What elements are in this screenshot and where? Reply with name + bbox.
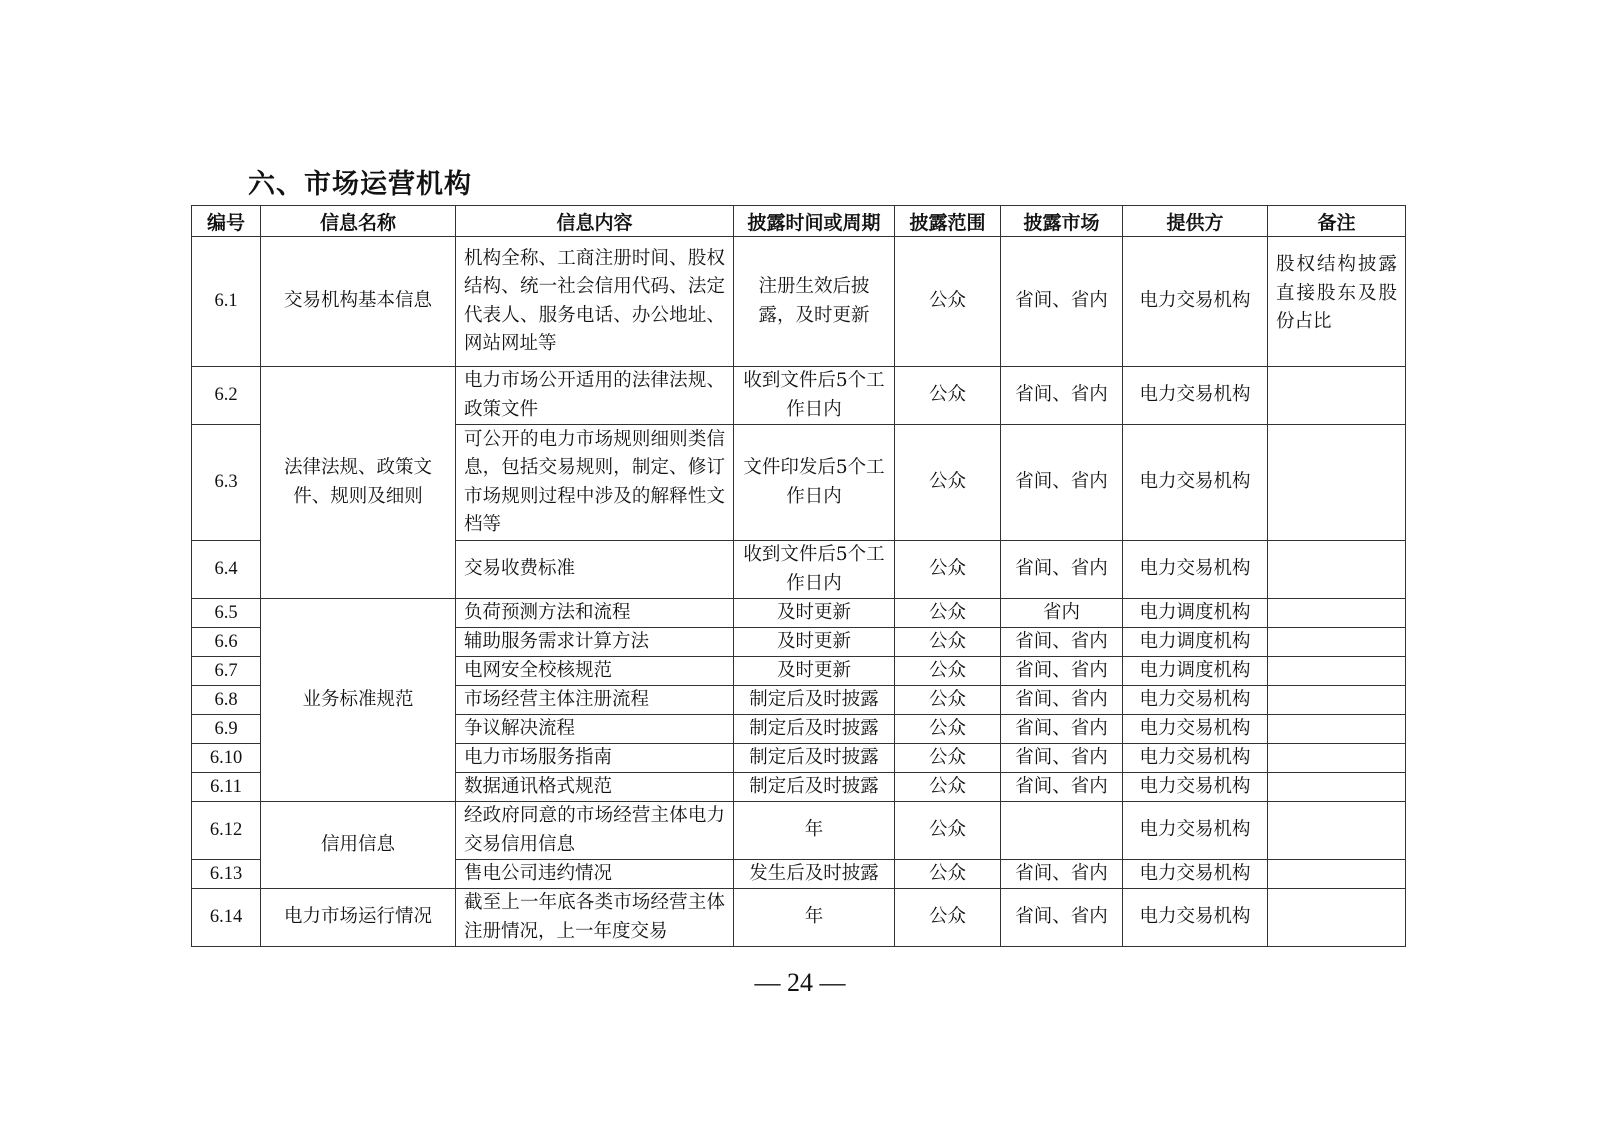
row-timing: 制定后及时披露 <box>734 744 895 773</box>
row-content: 数据通讯格式规范 <box>456 773 734 802</box>
table-row <box>192 237 1406 367</box>
row-market: 省间、省内 <box>1001 657 1123 686</box>
row-provider: 电力交易机构 <box>1123 744 1268 773</box>
row-scope: 公众 <box>895 773 1001 802</box>
row-scope: 公众 <box>895 367 1001 425</box>
row-code: 6.8 <box>192 686 261 715</box>
column-header-name: 信息名称 <box>261 206 456 237</box>
row-provider: 电力调度机构 <box>1123 657 1268 686</box>
column-header-timing: 披露时间或周期 <box>734 206 895 237</box>
row-provider: 电力交易机构 <box>1123 425 1268 541</box>
row-scope: 公众 <box>895 889 1001 947</box>
row-timing: 制定后及时披露 <box>734 686 895 715</box>
row-code: 6.13 <box>192 860 261 889</box>
row-market: 省间、省内 <box>1001 541 1123 599</box>
row-remark <box>1268 715 1406 744</box>
row-code: 6.9 <box>192 715 261 744</box>
row-market: 省内 <box>1001 599 1123 628</box>
row-scope: 公众 <box>895 860 1001 889</box>
table-row <box>192 889 1406 947</box>
page-number: — 24 — <box>754 968 846 997</box>
row-scope: 公众 <box>895 237 1001 367</box>
row-market: 省间、省内 <box>1001 367 1123 425</box>
row-market: 省间、省内 <box>1001 715 1123 744</box>
row-remark: 股权结构披露直接股东及股份占比 <box>1268 237 1406 367</box>
row-code: 6.3 <box>192 425 261 541</box>
row-code: 6.11 <box>192 773 261 802</box>
row-scope: 公众 <box>895 744 1001 773</box>
row-content: 市场经营主体注册流程 <box>456 686 734 715</box>
row-remark <box>1268 744 1406 773</box>
row-content: 辅助服务需求计算方法 <box>456 628 734 657</box>
row-timing: 制定后及时披露 <box>734 715 895 744</box>
row-remark <box>1268 657 1406 686</box>
row-remark <box>1268 425 1406 541</box>
row-market: 省间、省内 <box>1001 237 1123 367</box>
row-timing: 收到文件后5个工作日内 <box>734 541 895 599</box>
row-market: 省间、省内 <box>1001 860 1123 889</box>
row-timing: 及时更新 <box>734 628 895 657</box>
row-remark <box>1268 628 1406 657</box>
row-content: 电力市场公开适用的法律法规、政策文件 <box>456 367 734 425</box>
section-title: 六、市场运营机构 <box>248 169 472 200</box>
row-content: 经政府同意的市场经营主体电力交易信用信息 <box>456 802 734 860</box>
row-remark <box>1268 686 1406 715</box>
header-row <box>192 206 1406 237</box>
row-market: 省间、省内 <box>1001 686 1123 715</box>
row-provider: 电力交易机构 <box>1123 860 1268 889</box>
row-scope: 公众 <box>895 541 1001 599</box>
row-scope: 公众 <box>895 628 1001 657</box>
row-provider: 电力调度机构 <box>1123 599 1268 628</box>
row-market: 省间、省内 <box>1001 425 1123 541</box>
row-name: 交易机构基本信息 <box>261 237 456 367</box>
row-provider: 电力交易机构 <box>1123 889 1268 947</box>
row-remark <box>1268 889 1406 947</box>
row-name: 法律法规、政策文件、规则及细则 <box>261 367 456 599</box>
row-provider: 电力交易机构 <box>1123 773 1268 802</box>
column-header-code: 编号 <box>192 206 261 237</box>
row-timing: 注册生效后披露，及时更新 <box>734 237 895 367</box>
row-market <box>1001 802 1123 860</box>
row-remark <box>1268 541 1406 599</box>
row-timing: 年 <box>734 802 895 860</box>
row-provider: 电力交易机构 <box>1123 541 1268 599</box>
row-timing: 年 <box>734 889 895 947</box>
row-content: 电网安全校核规范 <box>456 657 734 686</box>
row-name: 业务标准规范 <box>261 599 456 802</box>
row-scope: 公众 <box>895 686 1001 715</box>
row-market: 省间、省内 <box>1001 773 1123 802</box>
row-provider: 电力交易机构 <box>1123 802 1268 860</box>
row-provider: 电力交易机构 <box>1123 686 1268 715</box>
row-provider: 电力调度机构 <box>1123 628 1268 657</box>
row-timing: 发生后及时披露 <box>734 860 895 889</box>
row-scope: 公众 <box>895 599 1001 628</box>
row-content: 截至上一年底各类市场经营主体注册情况，上一年度交易 <box>456 889 734 947</box>
row-code: 6.1 <box>192 237 261 367</box>
row-code: 6.10 <box>192 744 261 773</box>
row-name: 电力市场运行情况 <box>261 889 456 947</box>
row-content: 机构全称、工商注册时间、股权结构、统一社会信用代码、法定代表人、服务电话、办公地址、网站网址等 <box>456 237 734 367</box>
row-provider: 电力交易机构 <box>1123 367 1268 425</box>
row-timing: 及时更新 <box>734 657 895 686</box>
row-market: 省间、省内 <box>1001 889 1123 947</box>
column-header-scope: 披露范围 <box>895 206 1001 237</box>
row-code: 6.7 <box>192 657 261 686</box>
row-timing: 收到文件后5个工作日内 <box>734 367 895 425</box>
row-provider: 电力交易机构 <box>1123 715 1268 744</box>
row-scope: 公众 <box>895 657 1001 686</box>
row-code: 6.4 <box>192 541 261 599</box>
row-code: 6.5 <box>192 599 261 628</box>
row-scope: 公众 <box>895 715 1001 744</box>
column-header-provider: 提供方 <box>1123 206 1268 237</box>
row-timing: 及时更新 <box>734 599 895 628</box>
row-remark <box>1268 802 1406 860</box>
row-code: 6.14 <box>192 889 261 947</box>
disclosure-table <box>191 205 1406 947</box>
row-market: 省间、省内 <box>1001 628 1123 657</box>
row-name: 信用信息 <box>261 802 456 889</box>
table-row <box>192 599 1406 628</box>
row-scope: 公众 <box>895 802 1001 860</box>
column-header-market: 披露市场 <box>1001 206 1123 237</box>
row-timing: 制定后及时披露 <box>734 773 895 802</box>
row-code: 6.6 <box>192 628 261 657</box>
row-scope: 公众 <box>895 425 1001 541</box>
row-content: 交易收费标准 <box>456 541 734 599</box>
table-row <box>192 367 1406 425</box>
column-header-content: 信息内容 <box>456 206 734 237</box>
row-content: 售电公司违约情况 <box>456 860 734 889</box>
row-content: 电力市场服务指南 <box>456 744 734 773</box>
row-remark <box>1268 773 1406 802</box>
row-content: 负荷预测方法和流程 <box>456 599 734 628</box>
row-remark <box>1268 860 1406 889</box>
row-provider: 电力交易机构 <box>1123 237 1268 367</box>
row-code: 6.12 <box>192 802 261 860</box>
row-content: 可公开的电力市场规则细则类信息，包括交易规则，制定、修订市场规则过程中涉及的解释性文档等 <box>456 425 734 541</box>
row-code: 6.2 <box>192 367 261 425</box>
row-remark <box>1268 599 1406 628</box>
row-content: 争议解决流程 <box>456 715 734 744</box>
row-timing: 文件印发后5个工作日内 <box>734 425 895 541</box>
column-header-remark: 备注 <box>1268 206 1406 237</box>
row-market: 省间、省内 <box>1001 744 1123 773</box>
table-row <box>192 802 1406 860</box>
row-remark <box>1268 367 1406 425</box>
